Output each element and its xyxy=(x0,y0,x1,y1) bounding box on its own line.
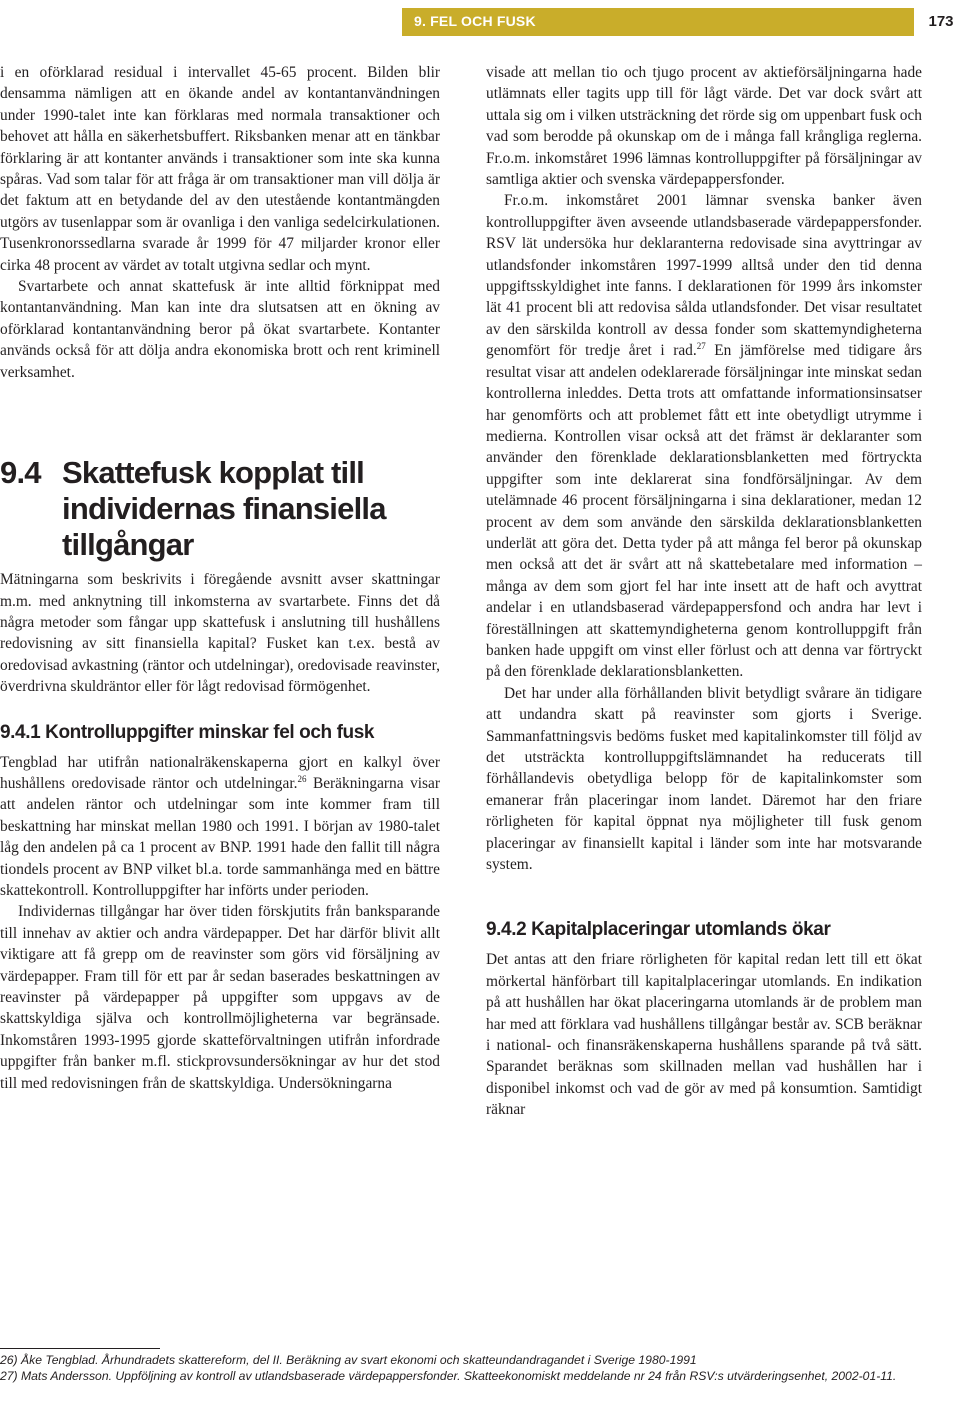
body-paragraph: Det antas att den friare rörligheten för kapital redan lett till ett ökat mörkertal hänförbart till kapitalplaceringar utomlands. En indikation på att hushållen har ökat placeringarna utomlands är de problem man har med att förklara vad hushållens tillgångar består av. SCB beräknar i national- och finansräkenskaperna hushållens sparande på två sätt. Sparandet beräknas som skillnaden mellan vad hushållen har i disponibel inkomst och vad de gör av med på konsumtion. Samtidigt räknar xyxy=(486,951,922,1119)
body-text: Tengblad har utifrån nationalräkenskaperna gjort en kalkyl över hushållens oredovisade räntor och utdelningar. xyxy=(0,753,440,792)
subsection-heading: 9.4.2 Kapitalplaceringar utomlands ökar xyxy=(486,919,831,941)
body-paragraph: visade att mellan tio och tjugo procent av aktieförsäljningarna hade utlämnats eller tagits upp till för lågt värde. Det var dock svårt att uttala sig om i vilken utsträckning det rörde sig om uppenbart fusk och vad som berodde på okunskap om de i många fall krångliga reglerna. Fr.o.m. inkomståret 1996 lämnas kontrolluppgifter på försäljningar av samtliga aktier och svenska värdepappersfonder. xyxy=(486,64,922,189)
body-text: Fr.o.m. inkomståret 2001 lämnar svenska banker även kontrolluppgifter även avseende utlandsbaserade värdepappersfonder. RSV lät undersöka hur deklaranterna redovisade sina avyttringar av utlandsfonder inkomståren 1997-1999 alltså under den tid denna uppgiftsskyldighet inte fanns. I deklarationen för 1999 års inkomster lät 41 procent bli att redovisa sålda utlandsfonder. Det visar resultatet av den särskilda kontroll av dessa fonder som skattemyndigheterna genomfört för tredje året i rad. xyxy=(486,192,922,360)
section-heading xyxy=(0,455,440,563)
body-paragraph: Svartarbete och annat skattefusk är inte alltid förknippat med kontantanvändning. Man kan inte dra slutsatsen att en ökning av oförklarad kontantanvändning beror på ökat svartarbete. Kontanter används också för att dölja andra ekonomiska brott och rent kriminell verksamhet. xyxy=(0,278,440,381)
body-paragraph xyxy=(0,752,440,902)
body-paragraph: Mätningarna som beskrivits i föregående avsnitt avser skattningar m.m. med anknytning till inkomsterna av svartarbete. Finns det då några metoder som fångar upp skattefusk i anslutning till hushållens redovisning av sitt finansiella kapital? Fusket kan t.ex. bestå av oredovisad avkastning (räntor och utdelningar), oredovisade reavinster, överdrivna skuldräntor eller för lågt redovisad förmögenhet. xyxy=(0,571,440,696)
footnote-27: 27) Mats Andersson. Uppföljning av kontroll av utlandsbaserade värdepappersfonder. Skatteekonomiskt meddelande nr 24 från RSV:s utvärderingsenhet, 2002-01-11. xyxy=(0,1369,897,1383)
page-number: 173 xyxy=(928,13,954,30)
section-number: 9.4 xyxy=(0,455,41,491)
body-text: Beräkningarna visar att andelen räntor och utdelningar som inte kommer fram till beskattning har minskat mellan 1980 och 1991. I början av 1980-talet låg den andelen på ca 1 procent av BNP. 1991 hade den fallit till några tiondels procent av BNP vilket bl.a. torde sammanhänga med en bättre skattekontroll. Kontrolluppgifter har införts under perioden. xyxy=(0,774,440,899)
footnotes xyxy=(0,1352,930,1384)
footnote-26: 26) Åke Tengblad. Århundradets skattereform, del II. Beräkning av svart ekonomi och skatteundandragandet i Sverige 1980-1991 xyxy=(0,1353,697,1367)
body-paragraph: Det har under alla förhållanden blivit betydligt svårare än tidigare att undandra skatt på reavinster som gjorts i Sverige. Sammanfattningsvis bedöms fusket med kapitalinkomster till följd av det utsträckta kontrolluppgiftslämnandet ha reducerats till förhållandevis obetydliga belopp för de kapitalinkomster som emanerar från placeringar inom landet. Däremot har den friare rörligheten för kapital öppnat nya möjligheter till fusk genom placeringar av finansiellt kapital i länder som inte har motsvarande system. xyxy=(486,684,922,874)
section-title: Skattefusk kopplat till individernas finansiella tillgångar xyxy=(62,455,386,563)
body-text: En jämförelse med tidigare års resultat visar att andelen odeklarerade försäljningar inte minskat sedan kontrollerna inleddes. Detta trots att omfattande informationsinsatser har genomförts och att problemet fått ett inte obetydligt utrymme i medierna. Kontrollen visar också att det främst är deklaranter som använder den förenklade deklarationsblanketten med förtryckta uppgifter som inte deklarerat sina fondförsäljningar. Av dem utelämnade 46 procent försäljningarna i sina deklarationer, medan 12 procent av dem som använde den särskilda deklarationsblanketten underlät att göra det. Detta tyder på att många fel beror på okunskap men också att det är svårt att nå skattebetalare med information – många av dem som gjort fel har inte insett att de haft och avyttrat andelar i en utlandsbaserad värdepappersfond och andra har levt i föreställningen att skattemyndigheterna genom kontrolluppgift från banken hade uppgift om vinst eller förlust och att denna var förtryckt på den förenklade deklarationsblanketten. xyxy=(486,342,922,681)
footnote-divider xyxy=(0,1348,160,1349)
body-paragraph xyxy=(486,190,922,682)
footnote-ref-26: 26 xyxy=(297,773,307,784)
chapter-title: 9. FEL OCH FUSK xyxy=(414,13,536,29)
right-column xyxy=(486,62,922,1121)
body-paragraph: Individernas tillgångar har över tiden förskjutits från banksparande till innehav av aktier och andra värdepapper. Det har därför blivit allt viktigare att få grepp om de reavinster som görs vid försäljning av värdepapper. Fram till för ett par år sedan baserades beskattningen av reavinster på värdepapper på uppgifter som uppgavs av de skattskyldiga själva och kontrollmöjligheterna var begränsade. Inkomståren 1993-1995 gjorde skatteförvaltningen utifrån infordrade uppgifter från banker m.fl. stickprovsundersökningar av hur det stod till med redovisningen från de skattskyldiga. Undersökningarna xyxy=(0,903,440,1092)
left-column xyxy=(0,62,440,1094)
footnote-ref-27: 27 xyxy=(696,341,706,352)
subsection-heading: 9.4.1 Kontrolluppgifter minskar fel och fusk xyxy=(0,721,375,743)
body-paragraph: i en oförklarad residual i intervallet 45-65 procent. Bilden blir densamma nämligen att en ökande andel av kontantanvändningen under 1990-talet inte kan förklaras med normala transaktioner och behovet att hålla en säkerhetsbuffert. Riksbanken menar att en tänkbar förklaring är att kontanter används i transaktioner som inte ska kunna spåras. Vad som talar för att fråga är om transaktioner man vill dölja är det faktum att en betydande del av den utestående kontantmängden utgörs av tusenlappar som är ovanliga i den vanliga sedelcirkulationen. Tusenkronorssedlarna svarade år 1999 för 47 miljarder kronor eller cirka 48 procent av värdet av totalt utgivna sedlar och mynt. xyxy=(0,64,440,274)
chapter-header-bar xyxy=(402,8,914,36)
